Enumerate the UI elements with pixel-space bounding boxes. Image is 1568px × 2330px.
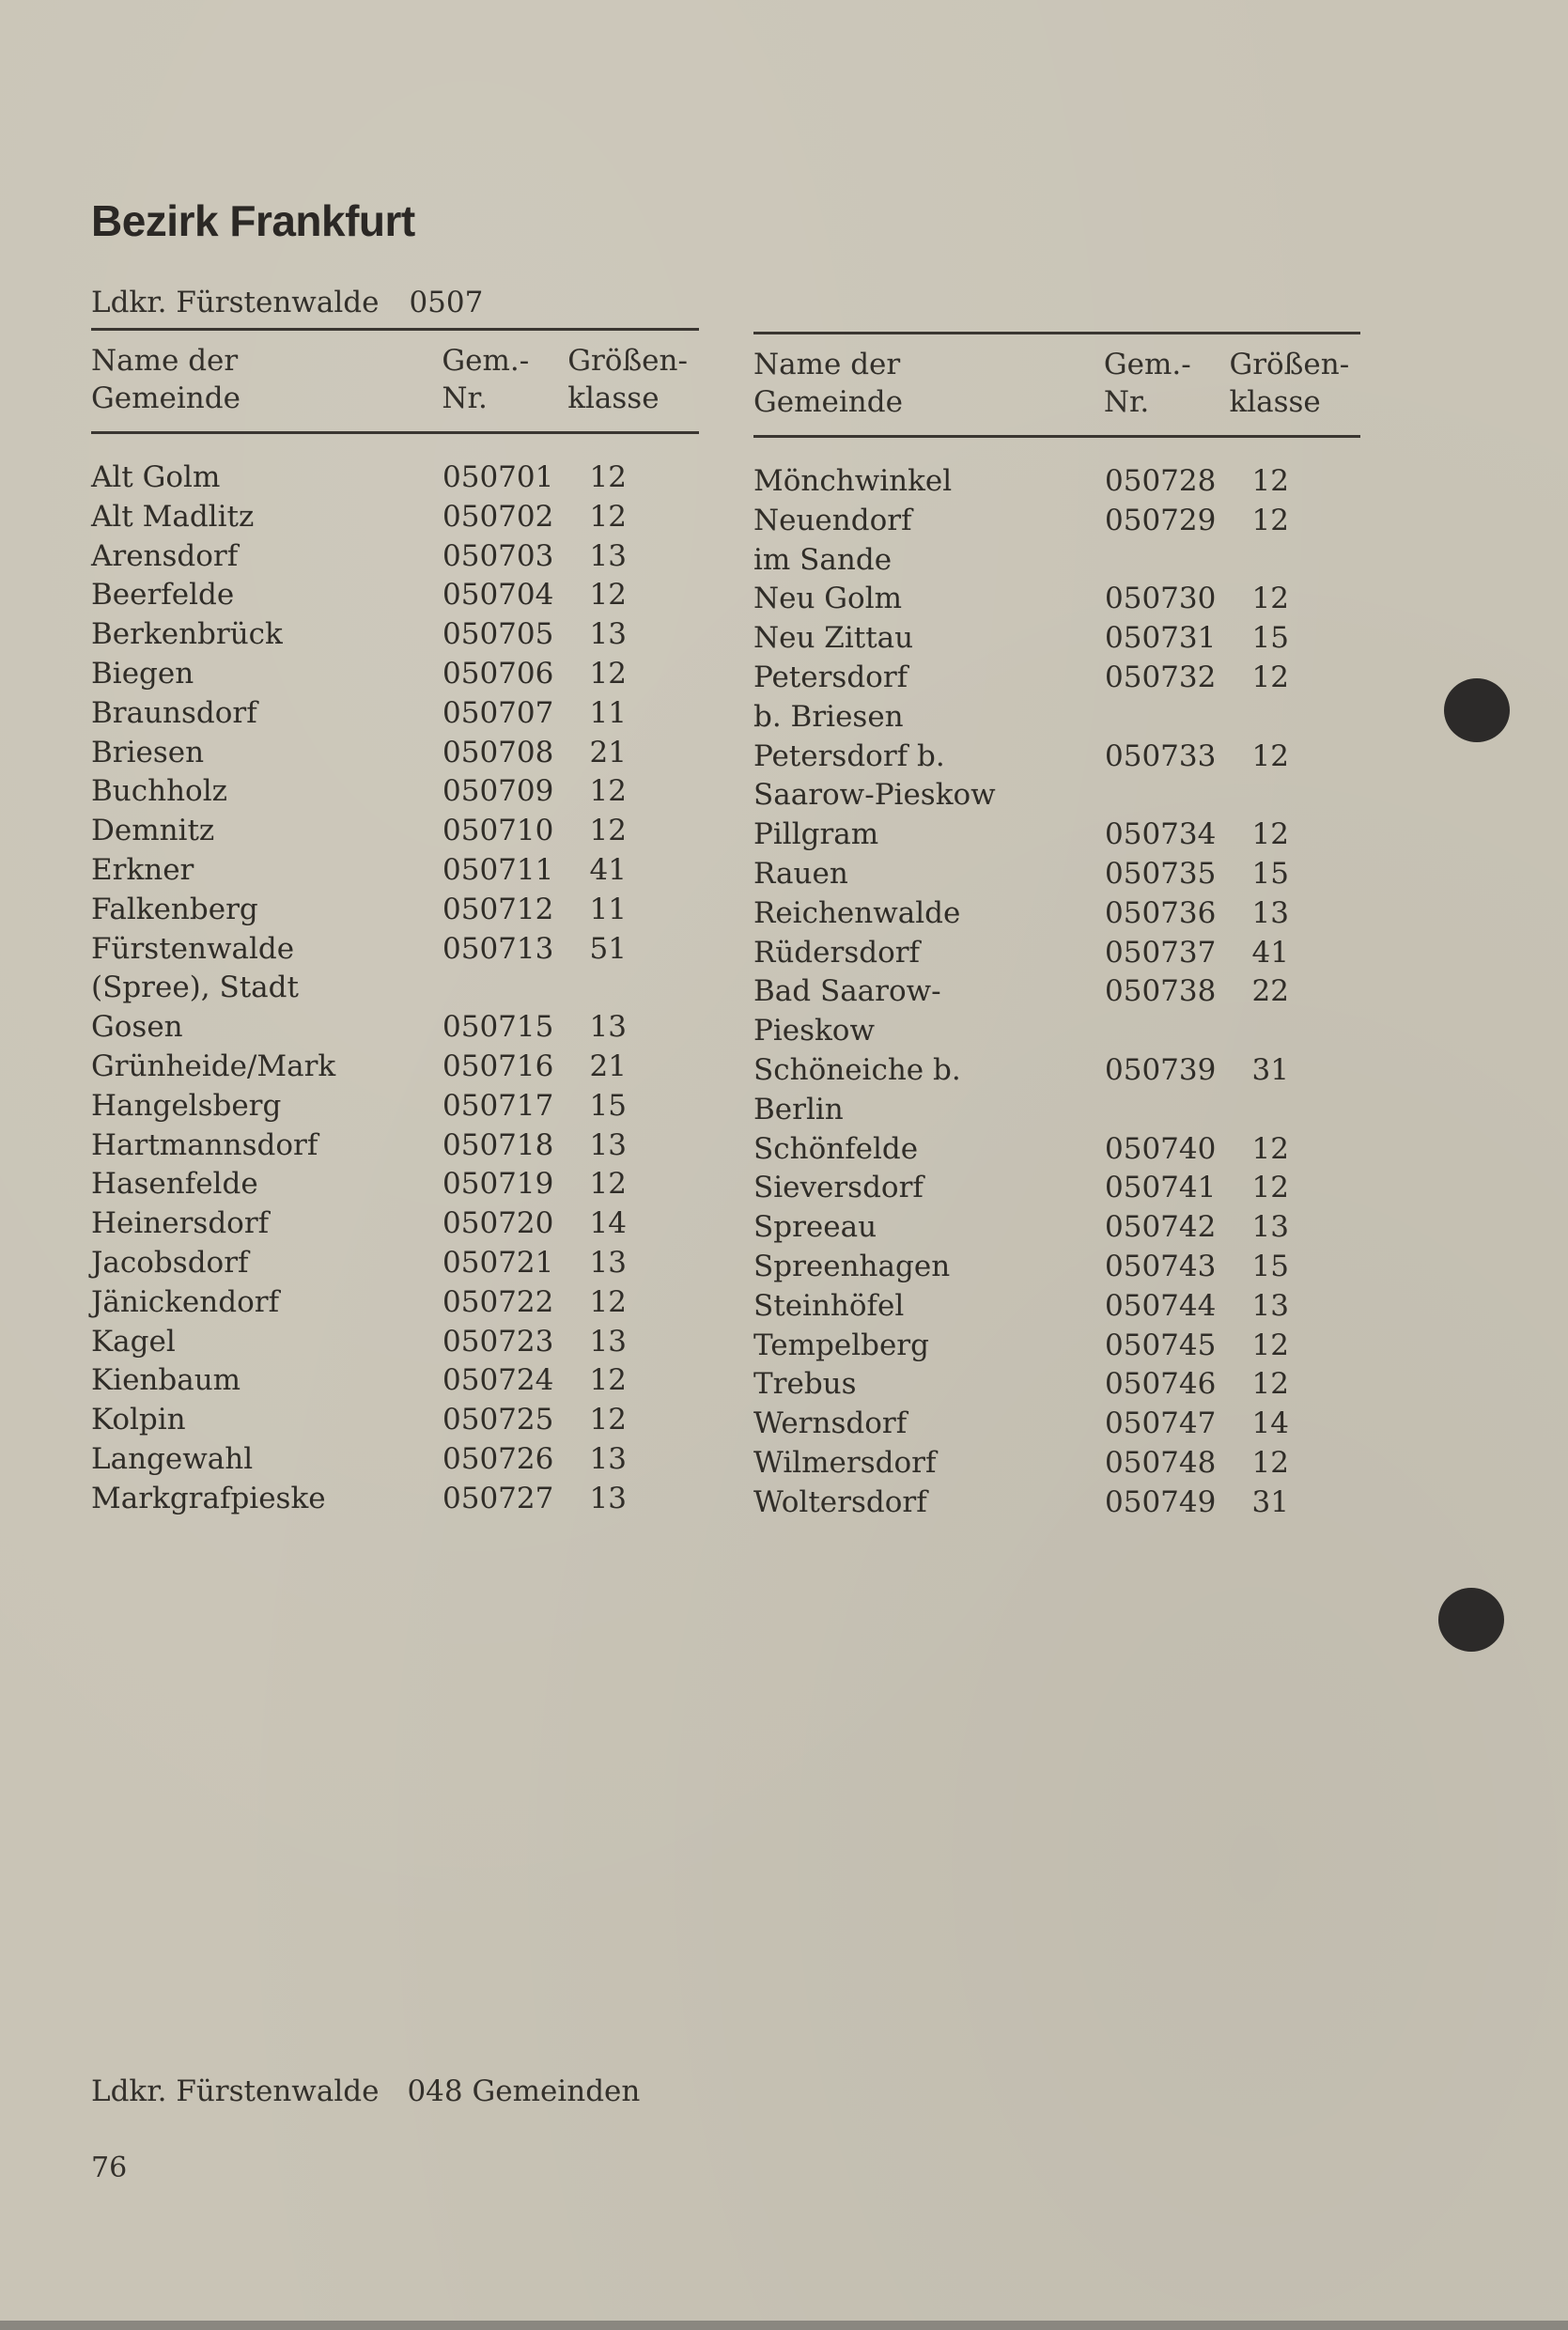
table-row (753, 1287, 1360, 1327)
municipality-number: 050744 (1105, 1288, 1217, 1323)
municipality-name: Schöneiche b. (753, 1052, 961, 1087)
municipality-number: 050731 (1105, 621, 1217, 656)
size-class: 13 (589, 617, 627, 652)
size-class: 12 (589, 1403, 627, 1437)
municipality-name: Beerfelde (91, 578, 235, 613)
size-class: 12 (589, 460, 627, 494)
municipality-name: Neuendorf (753, 503, 912, 537)
municipality-number: 050726 (442, 1441, 554, 1476)
table-row-continuation (91, 969, 699, 1008)
municipality-name: Hartmannsdorf (91, 1127, 318, 1162)
municipality-name: Grünheide/Mark (91, 1048, 336, 1083)
size-class: 12 (1251, 503, 1289, 537)
table-row (753, 855, 1360, 894)
municipality-number: 050719 (442, 1167, 554, 1202)
municipality-name: Markgrafpieske (91, 1481, 326, 1515)
table-row-continuation (753, 1091, 1360, 1130)
municipality-number: 050734 (1105, 817, 1217, 852)
municipality-name: Schönfelde (753, 1131, 919, 1166)
municipality-name: Woltersdorf (753, 1484, 927, 1519)
size-class: 12 (1251, 1445, 1289, 1480)
size-class: 41 (589, 852, 627, 887)
table-row (753, 1365, 1360, 1405)
table-row (753, 659, 1360, 698)
table-row-continuation (753, 776, 1360, 816)
table-row (753, 1405, 1360, 1444)
size-class: 11 (589, 892, 627, 926)
table-body (753, 438, 1360, 1523)
table-row (91, 1440, 699, 1480)
table-row (91, 1126, 699, 1166)
municipality-name: Bad Saarow- (753, 974, 941, 1009)
size-class: 13 (1251, 895, 1289, 930)
header-size-class: Größen- klasse (567, 344, 688, 415)
size-class: 12 (589, 774, 627, 809)
size-class: 15 (1251, 1249, 1289, 1283)
table-row (753, 1444, 1360, 1483)
table-row (91, 615, 699, 655)
size-class: 14 (589, 1206, 627, 1241)
district-code: 0507 (409, 286, 484, 319)
table-row (91, 772, 699, 812)
municipality-name: Arensdorf (91, 538, 239, 573)
size-class: 31 (1251, 1484, 1289, 1519)
size-class: 12 (1251, 660, 1289, 694)
municipality-number (442, 969, 570, 1008)
municipality-name: Falkenberg (91, 892, 258, 926)
header-number: Gem.- Nr. (442, 344, 530, 415)
municipality-name: Berkenbrück (91, 617, 283, 652)
municipality-name: Neu Golm (753, 582, 903, 616)
table-row (753, 1327, 1360, 1366)
municipality-name: Hasenfelde (91, 1167, 258, 1202)
table-body (91, 434, 699, 1519)
table-row (753, 738, 1360, 777)
municipality-number: 050717 (442, 1088, 554, 1123)
municipality-name: Pillgram (753, 817, 879, 852)
table-row (753, 580, 1360, 619)
municipality-name: Kienbaum (91, 1363, 241, 1398)
district-name: Ldkr. Fürstenwalde (91, 286, 380, 319)
municipality-number: 050718 (442, 1127, 554, 1162)
table-row (753, 1483, 1360, 1523)
size-class: 51 (589, 931, 627, 966)
municipality-number (1105, 776, 1233, 816)
table-row (91, 1165, 699, 1204)
punch-hole (1438, 1588, 1504, 1652)
size-class: 12 (1251, 817, 1289, 852)
municipality-name: Wilmersdorf (753, 1445, 937, 1480)
municipality-number: 050737 (1105, 935, 1217, 970)
municipality-number: 050733 (1105, 738, 1217, 773)
municipality-number: 050725 (442, 1403, 554, 1437)
municipality-number: 050707 (442, 695, 554, 730)
municipality-name: Reichenwalde (753, 895, 961, 930)
municipality-number: 050720 (442, 1206, 554, 1241)
municipality-number: 050742 (1105, 1210, 1217, 1245)
municipality-name: Demnitz (91, 814, 215, 848)
municipality-name: Spreenhagen (753, 1249, 951, 1283)
municipality-name: Petersdorf (753, 660, 908, 694)
punch-hole (1444, 678, 1510, 742)
table-row (91, 1008, 699, 1048)
size-class: 12 (1251, 1171, 1289, 1205)
size-class: 11 (589, 695, 627, 730)
municipality-number: 050715 (442, 1010, 554, 1045)
table-row (753, 1130, 1360, 1170)
municipality-table-right (753, 332, 1360, 1523)
size-class: 12 (589, 656, 627, 691)
district-summary (91, 2074, 640, 2108)
municipality-name: Braunsdorf (91, 695, 257, 730)
municipality-name: Mönchwinkel (753, 464, 953, 498)
municipality-name: (Spree), Stadt (91, 971, 299, 1005)
municipality-number: 050749 (1105, 1484, 1217, 1519)
table-row (753, 894, 1360, 934)
municipality-name: Kolpin (91, 1403, 186, 1437)
municipality-number: 050747 (1105, 1406, 1217, 1441)
table-row (91, 1283, 699, 1323)
municipality-number: 050711 (442, 852, 554, 887)
table-row (91, 1048, 699, 1087)
municipality-number: 050746 (1105, 1367, 1217, 1402)
table-header (753, 334, 1360, 435)
table-row-continuation (753, 1012, 1360, 1051)
municipality-number: 050723 (442, 1324, 554, 1359)
size-class: 12 (1251, 1131, 1289, 1166)
municipality-number: 050729 (1105, 503, 1217, 537)
table-row (91, 694, 699, 734)
municipality-number: 050728 (1105, 464, 1217, 498)
municipality-number: 050702 (442, 499, 554, 534)
municipality-name: Steinhöfel (753, 1288, 905, 1323)
municipality-name: Trebus (753, 1367, 857, 1402)
municipality-number: 050710 (442, 814, 554, 848)
municipality-number: 050706 (442, 656, 554, 691)
size-class: 12 (589, 578, 627, 613)
table-row (91, 1401, 699, 1440)
municipality-name: Berlin (753, 1092, 844, 1126)
table-row (91, 1244, 699, 1283)
municipality-name: im Sande (753, 542, 893, 577)
municipality-number: 050738 (1105, 974, 1217, 1009)
size-class: 12 (1251, 738, 1289, 773)
page-title: Bezirk Frankfurt (91, 196, 415, 245)
size-class: 13 (589, 538, 627, 573)
table-row (91, 1323, 699, 1362)
municipality-number: 050741 (1105, 1171, 1217, 1205)
table-row (91, 1204, 699, 1244)
table-row (753, 619, 1360, 659)
municipality-name: Heinersdorf (91, 1206, 270, 1241)
municipality-name: Spreeau (753, 1210, 877, 1245)
size-class (1233, 541, 1289, 581)
size-class: 22 (1251, 974, 1289, 1009)
municipality-name: Biegen (91, 656, 194, 691)
size-class (1233, 1012, 1289, 1051)
municipality-name: Erkner (91, 852, 194, 887)
table-row (753, 816, 1360, 855)
header-size-class: Größen- klasse (1229, 348, 1350, 419)
municipality-name: Jacobsdorf (91, 1245, 249, 1280)
municipality-name: Rauen (753, 856, 848, 891)
municipality-name: Jänickendorf (91, 1284, 280, 1319)
size-class: 12 (1251, 464, 1289, 498)
municipality-number: 050745 (1105, 1328, 1217, 1362)
size-class (1233, 776, 1289, 816)
table-row (91, 458, 699, 498)
table-row (91, 891, 699, 930)
municipality-number: 050740 (1105, 1131, 1217, 1166)
municipality-number: 050704 (442, 578, 554, 613)
municipality-number: 050701 (442, 460, 554, 494)
size-class: 15 (1251, 621, 1289, 656)
size-class: 13 (589, 1245, 627, 1280)
size-class: 21 (589, 735, 627, 769)
header-name: Name der Gemeinde (91, 344, 241, 415)
municipality-number: 050748 (1105, 1445, 1217, 1480)
size-class: 13 (589, 1127, 627, 1162)
size-class: 21 (589, 1048, 627, 1083)
size-class: 12 (1251, 1367, 1289, 1402)
municipality-number: 050724 (442, 1363, 554, 1398)
municipality-name: Pieskow (753, 1014, 876, 1048)
municipality-number: 050730 (1105, 582, 1217, 616)
table-row (753, 934, 1360, 973)
table-row (91, 1480, 699, 1519)
municipality-number: 050703 (442, 538, 554, 573)
municipality-name: Buchholz (91, 774, 227, 809)
size-class (1233, 698, 1289, 738)
table-row (91, 537, 699, 577)
municipality-name: Rüdersdorf (753, 935, 921, 970)
size-class: 12 (589, 814, 627, 848)
size-class: 31 (1251, 1052, 1289, 1087)
table-row (753, 462, 1360, 502)
size-class: 12 (589, 499, 627, 534)
summary-district-name: Ldkr. Fürstenwalde (91, 2074, 380, 2108)
table-row (91, 1361, 699, 1401)
municipality-name: Gosen (91, 1010, 183, 1045)
municipality-number (1105, 1091, 1233, 1130)
municipality-number: 050736 (1105, 895, 1217, 930)
size-class (1233, 1091, 1289, 1130)
municipality-name: Fürstenwalde (91, 931, 295, 966)
municipality-name: Wernsdorf (753, 1406, 908, 1441)
table-row (91, 576, 699, 615)
municipality-name: Neu Zittau (753, 621, 914, 656)
size-class: 14 (1251, 1406, 1289, 1441)
municipality-name: Alt Madlitz (91, 499, 255, 534)
size-class: 12 (589, 1363, 627, 1398)
municipality-name: Alt Golm (91, 460, 221, 494)
size-class: 15 (1251, 856, 1289, 891)
municipality-table-left (91, 328, 699, 1519)
table-row (91, 851, 699, 891)
table-row (753, 1169, 1360, 1208)
municipality-name: Tempelberg (753, 1328, 929, 1362)
size-class: 13 (589, 1324, 627, 1359)
table-row (91, 930, 699, 970)
table-row (753, 972, 1360, 1012)
municipality-number (1105, 541, 1233, 581)
table-row (753, 1051, 1360, 1091)
municipality-name: Hangelsberg (91, 1088, 282, 1123)
size-class: 13 (1251, 1288, 1289, 1323)
municipality-number: 050708 (442, 735, 554, 769)
table-row-continuation (753, 541, 1360, 581)
header-number: Gem.- Nr. (1103, 348, 1191, 419)
size-class: 13 (589, 1481, 627, 1515)
table-row (753, 1248, 1360, 1287)
municipality-number: 050722 (442, 1284, 554, 1319)
size-class: 12 (1251, 582, 1289, 616)
size-class: 13 (589, 1010, 627, 1045)
table-row (753, 1208, 1360, 1248)
size-class: 41 (1251, 935, 1289, 970)
municipality-number: 050739 (1105, 1052, 1217, 1087)
district-heading (91, 286, 483, 319)
summary-count: 048 Gemeinden (407, 2074, 641, 2108)
municipality-number: 050709 (442, 774, 554, 809)
size-class: 12 (589, 1167, 627, 1202)
municipality-number: 050712 (442, 892, 554, 926)
size-class: 12 (1251, 1328, 1289, 1362)
municipality-name: Langewahl (91, 1441, 254, 1476)
size-class (570, 969, 627, 1008)
header-name: Name der Gemeinde (753, 348, 903, 419)
table-row-continuation (753, 698, 1360, 738)
municipality-number: 050727 (442, 1481, 554, 1515)
table-row (91, 734, 699, 773)
municipality-number: 050721 (442, 1245, 554, 1280)
table-row (91, 498, 699, 537)
municipality-name: Sieversdorf (753, 1171, 924, 1205)
table-row (91, 812, 699, 851)
size-class: 13 (1251, 1210, 1289, 1245)
municipality-number: 050713 (442, 931, 554, 966)
municipality-number (1105, 1012, 1233, 1051)
size-class: 15 (589, 1088, 627, 1123)
size-class: 12 (589, 1284, 627, 1319)
municipality-number: 050705 (442, 617, 554, 652)
municipality-number: 050716 (442, 1048, 554, 1083)
municipality-name: Petersdorf b. (753, 738, 945, 773)
table-row (91, 655, 699, 694)
page-edge (0, 2321, 1568, 2330)
municipality-name: b. Briesen (753, 699, 904, 734)
municipality-number (1105, 698, 1233, 738)
municipality-number: 050743 (1105, 1249, 1217, 1283)
size-class: 13 (589, 1441, 627, 1476)
table-row (753, 502, 1360, 541)
page-number: 76 (91, 2151, 128, 2184)
municipality-number: 050732 (1105, 660, 1217, 694)
table-row (91, 1087, 699, 1126)
municipality-name: Kagel (91, 1324, 176, 1359)
municipality-name: Briesen (91, 735, 205, 769)
municipality-number: 050735 (1105, 856, 1217, 891)
municipality-name: Saarow-Pieskow (753, 778, 996, 813)
table-header (91, 331, 699, 431)
